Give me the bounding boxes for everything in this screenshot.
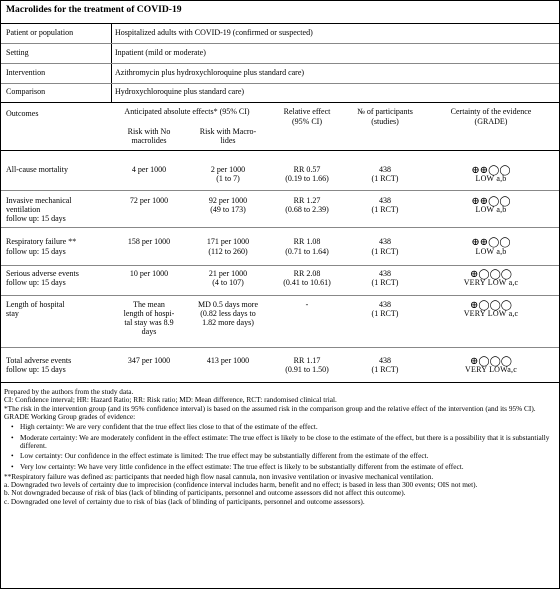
participants-studies: (1 RCT) <box>371 247 399 256</box>
divider <box>1 63 559 64</box>
outcome-followup: follow up: 15 days <box>6 214 66 223</box>
footnotes <box>4 388 554 506</box>
grade-very-low: • Very low certainty: We have very little confidence in the effect estimate: The true effect is likely to be substantially different from the estimate of effect. <box>4 463 554 471</box>
certainty-rating: VERY LOWa,c <box>465 365 517 374</box>
certainty-symbols: ⊕◯◯◯ <box>470 356 512 367</box>
risk-with-value: 21 per 1000 <box>208 269 248 278</box>
divider <box>1 190 559 191</box>
certainty-symbols: ⊕⊕◯◯ <box>471 196 511 207</box>
risk-no-value: 347 per 1000 <box>127 356 171 365</box>
risk-no-mean-line4: days <box>141 327 157 336</box>
participants-count: 438 <box>379 165 391 174</box>
outcome-followup: follow up: 15 days <box>6 365 66 374</box>
outcome-name-line2: ventilation <box>6 205 41 214</box>
risk-with-ci-line2: 1.82 more days) <box>202 318 254 327</box>
certainty-rating: VERY LOW a,c <box>463 309 519 318</box>
risk-with-ci: (4 to 107) <box>212 278 244 287</box>
certainty-rating: LOW a,b <box>475 174 507 183</box>
divider <box>1 43 559 44</box>
divider <box>1 347 559 348</box>
participants-count: 438 <box>379 196 391 205</box>
divider <box>1 382 559 383</box>
outcome-name: All-cause mortality <box>6 165 68 174</box>
outcome-name-line2: stay <box>6 309 19 318</box>
outcome-followup: follow up: 15 days <box>6 278 66 287</box>
outcome-name: Respiratory failure ** <box>6 237 77 246</box>
certainty-rating: LOW a,b <box>475 205 507 214</box>
risk-with-ci-line1: (0.82 less days to <box>200 309 256 318</box>
participants-count: 438 <box>379 269 391 278</box>
relative-effect: RR 1.17 <box>293 356 321 365</box>
outcome-name: Total adverse events <box>6 356 72 365</box>
header-risk-no-line2: macrolides <box>131 136 167 145</box>
outcome-name: Serious adverse events <box>6 269 79 278</box>
pico-value-comparison: Hydroxychloroquine plus standard care) <box>115 87 245 96</box>
risk-with-value: 2 per 1000 <box>210 165 246 174</box>
risk-no-value: 72 per 1000 <box>129 196 169 205</box>
participants-studies: (1 RCT) <box>371 365 399 374</box>
footnote-b: b. Not downgraded because of risk of bias (lack of blinding of participants, personnel and outcome assessors did not affect this outcome). <box>4 488 406 498</box>
relative-ci: (0.41 to 10.61) <box>283 278 331 287</box>
certainty-rating: VERY LOW a,c <box>463 278 519 287</box>
participants-count: 438 <box>379 237 391 246</box>
risk-with-ci: (49 to 173) <box>210 205 246 214</box>
grade-low: • Low certainty: Our confidence in the effect estimate is limited: The true effect may be substantially different from the estimate of the effect. <box>4 452 554 460</box>
divider <box>1 227 559 228</box>
relative-ci: (0.19 to 1.66) <box>285 174 329 183</box>
divider <box>1 265 559 266</box>
risk-with-ci: (1 to 7) <box>216 174 240 183</box>
header-anticipated-effects: Anticipated absolute effects* (95% CI) <box>124 107 250 116</box>
relative-ci: (0.91 to 1.50) <box>285 365 329 374</box>
relative-effect: - <box>305 300 309 309</box>
header-relative-line1: Relative effect <box>283 107 331 116</box>
header-participants-line2: (studies) <box>371 117 399 126</box>
participants-studies: (1 RCT) <box>371 174 399 183</box>
header-risk-with-line1: Risk with Macro- <box>199 127 257 136</box>
relative-effect: RR 1.27 <box>293 196 321 205</box>
footnote-prepared: Prepared by the authors from the study data. <box>4 387 134 396</box>
outcome-name: Invasive mechanical <box>6 196 72 205</box>
outcome-followup: follow up: 15 days <box>6 247 66 256</box>
pico-value-population: Hospitalized adults with COVID-19 (confirmed or suspected) <box>115 28 313 37</box>
risk-with-value: 171 per 1000 <box>206 237 250 246</box>
risk-with-value: MD 0.5 days more <box>198 300 258 309</box>
divider <box>1 295 559 296</box>
divider <box>1 83 559 84</box>
relative-ci: (0.71 to 1.64) <box>285 247 329 256</box>
risk-no-value: 158 per 1000 <box>127 237 171 246</box>
header-risk-with-line2: lides <box>220 136 236 145</box>
outcome-name: Length of hospital <box>6 300 65 309</box>
risk-no-value: 10 per 1000 <box>129 269 169 278</box>
participants-count: 438 <box>379 300 391 309</box>
header-risk-no-line1: Risk with No <box>127 127 171 136</box>
footnote-a: a. Downgraded two levels of certainty due to imprecision (confidence interval includes harm, benefit and no effect; is based in less than 300 events; OIS not met). <box>4 480 478 490</box>
participants-count: 438 <box>379 356 391 365</box>
footnote-respiratory-failure: **Respiratory failure was defined as: participants that needed high flow nasal cannula, non invasive ventilation or invasive mechanical ventilation. <box>4 471 434 481</box>
relative-effect: RR 1.08 <box>293 237 321 246</box>
certainty-symbols: ⊕◯◯◯ <box>470 300 512 311</box>
header-certainty-line1: Certainty of the evidence <box>450 107 532 116</box>
participants-studies: (1 RCT) <box>371 309 399 318</box>
risk-no-value: 4 per 1000 <box>131 165 167 174</box>
risk-no-mean-line3: tal stay was 8.9 <box>124 318 174 327</box>
participants-studies: (1 RCT) <box>371 278 399 287</box>
footnote-c: c. Downgraded one level of certainty due to risk of bias (lack of blinding of participants, personnel and outcome assessors). <box>4 496 365 506</box>
footnote-risk-explanation: *The risk in the intervention group (and its 95% confidence interval) is based on the assumed risk in the comparison group and the relative effect of the intervention (and its 95% CI). <box>4 403 536 413</box>
relative-effect: RR 2.08 <box>293 269 321 278</box>
header-certainty-line2: (GRADE) <box>474 117 508 126</box>
risk-with-value: 413 per 1000 <box>206 356 250 365</box>
certainty-symbols: ⊕⊕◯◯ <box>471 165 511 176</box>
divider <box>1 23 559 24</box>
risk-no-mean-line2: length of hospi- <box>123 309 175 318</box>
pico-value-intervention: Azithromycin plus hydroxychloroquine plus standard care) <box>115 68 305 77</box>
risk-no-mean-line1: The mean <box>133 300 165 309</box>
table-title: Macrolides for the treatment of COVID-19 <box>6 4 182 15</box>
pico-value-setting: Inpatient (mild or moderate) <box>115 48 206 57</box>
certainty-symbols: ⊕⊕◯◯ <box>471 237 511 248</box>
relative-ci: (0.68 to 2.39) <box>285 205 329 214</box>
certainty-symbols: ⊕◯◯◯ <box>470 269 512 280</box>
header-relative-line2: (95% CI) <box>292 117 322 126</box>
divider <box>1 150 559 151</box>
footnote-abbreviations: CI: Confidence interval; HR: Hazard Ratio; RR: Risk ratio; MD: Mean difference, RCT: randomised clinical trial. <box>4 395 337 405</box>
header-participants-line1: № of participants <box>357 107 413 116</box>
grade-moderate: • Moderate certainty: We are moderately confident in the effect estimate: The true effect is likely to be close to the estimate of the effect, but there is a possibility that it is substantially different. <box>4 434 554 451</box>
divider <box>1 102 559 103</box>
pico-label-intervention: Intervention <box>6 68 46 77</box>
participants-studies: (1 RCT) <box>371 205 399 214</box>
grade-high: • High certainty: We are very confident that the true effect lies close to that of the estimate of the effect. <box>4 423 554 431</box>
certainty-rating: LOW a,b <box>475 247 507 256</box>
pico-label-comparison: Comparison <box>6 87 46 96</box>
pico-label-setting: Setting <box>6 48 29 57</box>
pico-label-population: Patient or population <box>6 28 74 37</box>
header-outcomes: Outcomes <box>6 109 39 118</box>
relative-effect: RR 0.57 <box>293 165 321 174</box>
risk-with-value: 92 per 1000 <box>208 196 248 205</box>
footnote-grade-title: GRADE Working Group grades of evidence: <box>4 411 136 421</box>
risk-with-ci: (112 to 260) <box>208 247 248 256</box>
